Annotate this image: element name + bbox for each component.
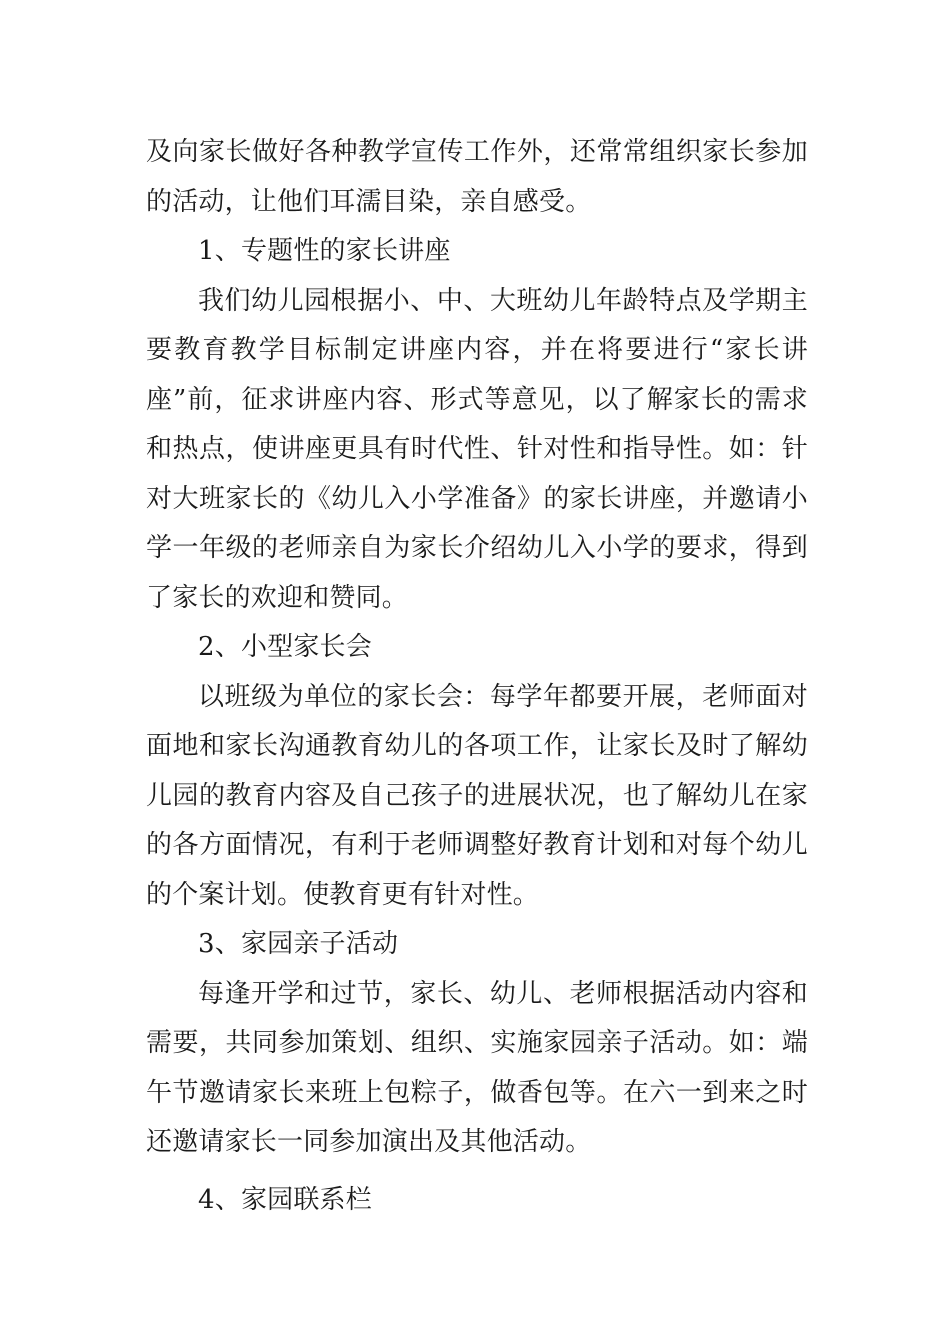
paragraph-lectures: 我们幼儿园根据小、中、大班幼儿年龄特点及学期主要教育教学目标制定讲座内容，并在将要进行“家长讲座”前，征求讲座内容、形式等意见，以了解家长的需求和热点，使讲座更具有时代性、针对性和指导性。如：针对大班家长的《幼儿入小学准备》的家长讲座，并邀请小学一年级的老师亲自为家长介绍幼儿入小学的要求，得到了家长的欢迎和赞同。 <box>146 285 808 613</box>
paragraph-parent-meeting: 以班级为单位的家长会：每学年都要开展，老师面对面地和家长沟通教育幼儿的各项工作，让家长及时了解幼儿园的教育内容及自己孩子的进展状况，也了解幼儿在家的各方面情况，有利于老师调整好教育计划和对每个幼儿的个案计划。使教育更有针对性。 <box>146 681 808 910</box>
section-heading-4: 4、家园联系栏 <box>198 1184 372 1215</box>
paragraph-parent-child-activities: 每逢开学和过节，家长、幼儿、老师根据活动内容和需要，共同参加策划、组织、实施家园亲子活动。如：端午节邀请家长来班上包粽子，做香包等。在六一到来之时还邀请家长一同参加演出及其他活动。 <box>146 978 808 1157</box>
section-heading-2: 2、小型家长会 <box>198 632 372 662</box>
paragraph-continuation: 及向家长做好各种教学宣传工作外，还常常组织家长参加的活动，让他们耳濡目染，亲自感受。 <box>146 137 808 217</box>
section-heading-3: 3、家园亲子活动 <box>198 929 399 959</box>
section-heading-1: 1、专题性的家长讲座 <box>198 236 451 266</box>
document-body <box>146 128 808 1225</box>
